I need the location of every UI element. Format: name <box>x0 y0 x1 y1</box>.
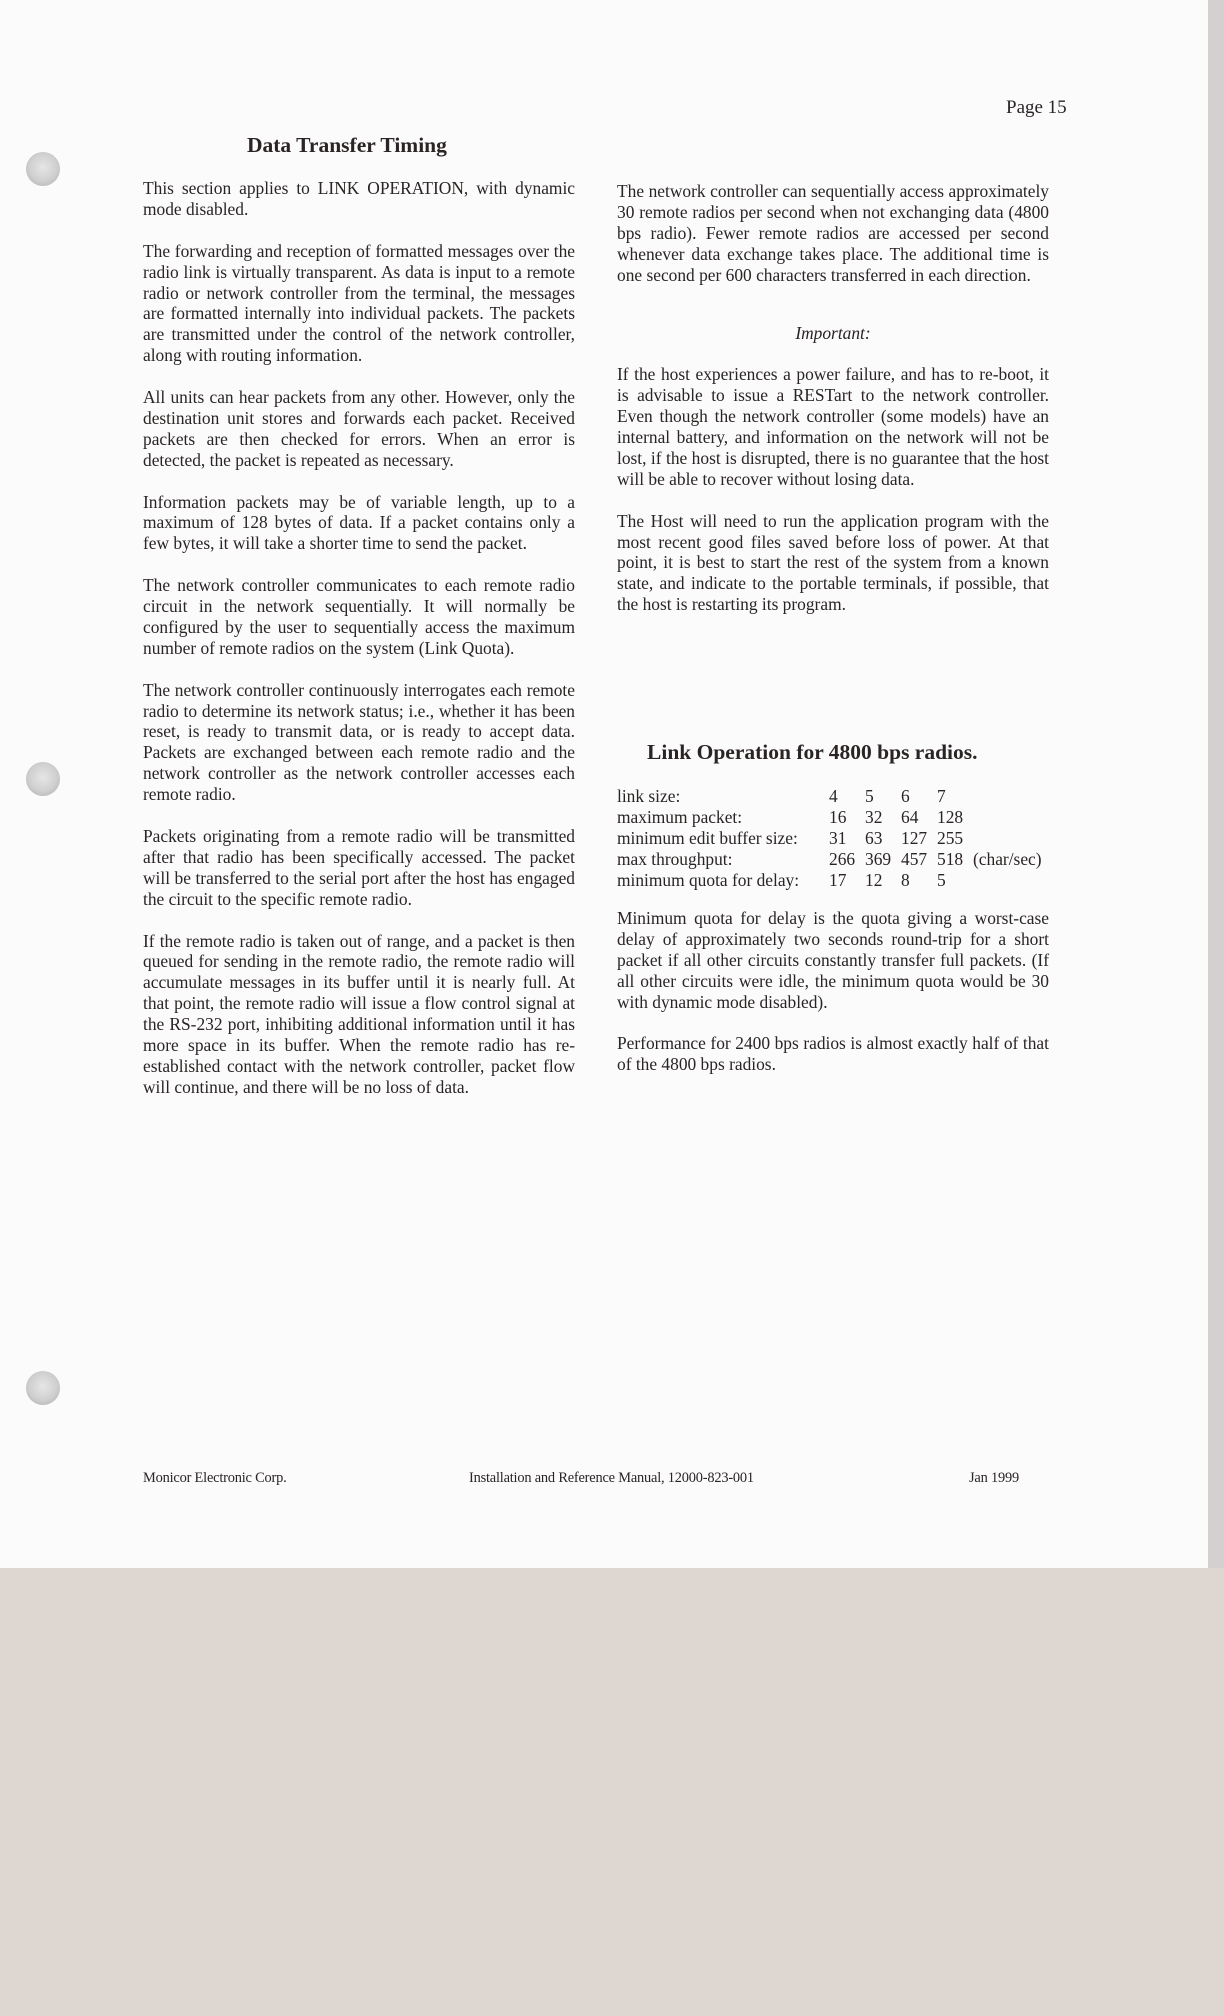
binder-hole-top <box>26 152 60 186</box>
binder-hole-bottom <box>26 1371 60 1405</box>
binder-hole-middle <box>26 762 60 796</box>
paragraph: Performance for 2400 bps radios is almost exactly half of that of the 4800 bps radios. <box>617 1033 1049 1075</box>
cell: 32 <box>865 806 883 827</box>
paragraph: The network controller continuously interrogates each remote radio to determine its network status; i.e., whether it has been reset, is ready to transmit data, or is ready to accept data. Packets are exchanged between each remote radio and the network controller as the network controller accesses each remote radio. <box>143 679 575 805</box>
cell: 5 <box>937 869 946 890</box>
unit <box>973 870 1042 891</box>
right-column-closing <box>617 908 1049 1096</box>
cell: 4 <box>829 786 838 806</box>
footer-manual: Installation and Reference Manual, 12000-823-001 <box>469 1470 754 1486</box>
paragraph: Packets originating from a remote radio will be transmitted after that radio has been specifically accessed. The packet will be transferred to the serial port after the host has engaged the circuit to the specific remote radio. <box>143 826 575 909</box>
paragraph: Information packets may be of variable length, up to a maximum of 128 bytes of data. If a packet contains only a few bytes, it will take a shorter time to send the packet. <box>143 491 575 554</box>
paragraph: If the remote radio is taken out of range, and a packet is then queued for sending in the remote radio, the remote radio will accumulate messages in its buffer until it is nearly full. At that point, the remote radio will issue a flow control signal at the RS-232 port, inhibiting additional information until it has more space in its buffer. When the remote radio has re-established contact with the network controller, packet flow will continue, and there will be no loss of data. <box>143 930 575 1097</box>
cell: 369 <box>865 848 892 869</box>
table-row <box>617 807 1042 828</box>
table-row <box>617 870 1042 891</box>
cell: 17 <box>829 869 847 890</box>
cell: 6 <box>901 786 910 806</box>
paragraph: Minimum quota for delay is the quota giving a worst-case delay of approximately two seconds round-trip for a short packet if all other circuits constantly transfer full packets. (If all other circuits were idle, the minimum quota would be 30 with dynamic mode disabled). <box>617 908 1049 1012</box>
row-label: max throughput: <box>617 848 733 869</box>
page-edge <box>1208 0 1224 1568</box>
cell: 255 <box>937 827 964 848</box>
paragraph: All units can hear packets from any other. However, only the destination unit stores and forwards each packet. Received packets are then checked for errors. When an error is detected, the packet is repeated as necessary. <box>143 387 575 470</box>
cell: 457 <box>901 848 928 869</box>
row-label: link size: <box>617 786 681 806</box>
paragraph: The network controller communicates to each remote radio circuit in the network sequentially. It will normally be configured by the user to sequentially access the maximum number of remote radios on the system (Link Quota). <box>143 575 575 658</box>
cell: 12 <box>865 869 883 890</box>
table-row <box>617 828 1042 849</box>
link-operation-title: Link Operation for 4800 bps radios. <box>647 740 978 764</box>
table-row <box>617 786 1042 807</box>
right-column <box>617 181 1049 636</box>
link-spec-table <box>617 786 1042 891</box>
cell: 8 <box>901 869 910 890</box>
cell: 64 <box>901 806 919 827</box>
paragraph: This section applies to LINK OPERATION, with dynamic mode disabled. <box>143 178 575 219</box>
left-column <box>143 178 575 1119</box>
table-row <box>617 849 1042 870</box>
paragraph: The forwarding and reception of formatted messages over the radio link is virtually transparent. As data is input to a remote radio or network controller from the terminal, the messages are formatted internally into individual packets. The packets are transmitted under the control of the network controller, along with routing information. <box>143 240 575 366</box>
cell: 31 <box>829 827 847 848</box>
section-title: Data Transfer Timing <box>247 133 447 157</box>
page-number: Page 15 <box>1006 97 1067 118</box>
unit: (char/sec) <box>973 848 1042 869</box>
row-label: maximum packet: <box>617 806 743 827</box>
cell: 518 <box>937 848 964 869</box>
cell: 7 <box>937 786 946 806</box>
paragraph: If the host experiences a power failure, and has to re-boot, it is advisable to issue a RESTart to the network controller. Even though the network controller (some models) have an internal battery, and information on the network will not be lost, if the host is disrupted, there is no guarantee that the host will be able to recover without losing data. <box>617 364 1049 489</box>
cell: 5 <box>865 786 874 806</box>
cell: 16 <box>829 806 847 827</box>
unit <box>973 828 1042 849</box>
row-label: minimum edit buffer size: <box>617 827 798 848</box>
footer-date: Jan 1999 <box>969 1470 1019 1486</box>
cell: 63 <box>865 827 883 848</box>
cell: 127 <box>901 827 928 848</box>
cell: 266 <box>829 848 856 869</box>
cell: 128 <box>937 806 964 827</box>
unit <box>973 786 1042 807</box>
footer-company: Monicor Electronic Corp. <box>143 1470 287 1486</box>
important-label: Important: <box>795 322 871 343</box>
paragraph: The network controller can sequentially access approximately 30 remote radios per second when not exchanging data (4800 bps radio). Fewer remote radios are accessed per second whenever data exchange takes place. The additional time is one second per 600 characters transferred in each direction. <box>617 181 1049 285</box>
paragraph: The Host will need to run the application program with the most recent good files saved before loss of power. At that point, it is best to start the rest of the system from a known state, and indicate to the portable terminals, if possible, that the host is restarting its program. <box>617 510 1049 615</box>
row-label: minimum quota for delay: <box>617 869 800 890</box>
unit <box>973 807 1042 828</box>
